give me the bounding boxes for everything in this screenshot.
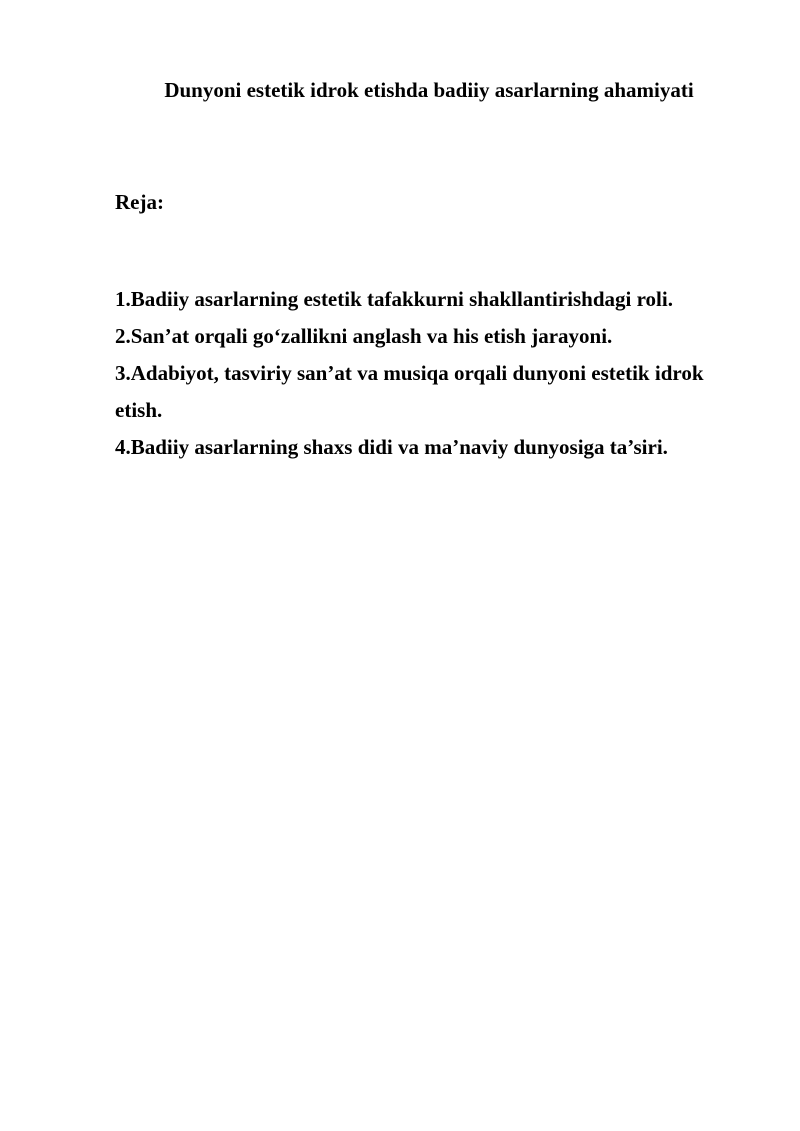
plan-item: 4.Badiiy asarlarning shaxs didi va ma’naviy dunyosiga ta’siri.	[115, 435, 668, 459]
document-title: Dunyoni estetik idrok etishda badiiy asarlarning ahamiyati	[164, 78, 694, 102]
plan-item: 3.Adabiyot, tasviriy san’at va musiqa orqali dunyoni estetik idrok etish.	[115, 361, 704, 422]
plan-list	[115, 281, 735, 466]
plan-heading: Reja:	[115, 190, 164, 214]
plan-item: 1.Badiiy asarlarning estetik tafakkurni shakllantirishdagi roli.	[115, 287, 673, 311]
plan-item: 2.San’at orqali go‘zallikni anglash va his etish jarayoni.	[115, 324, 613, 348]
